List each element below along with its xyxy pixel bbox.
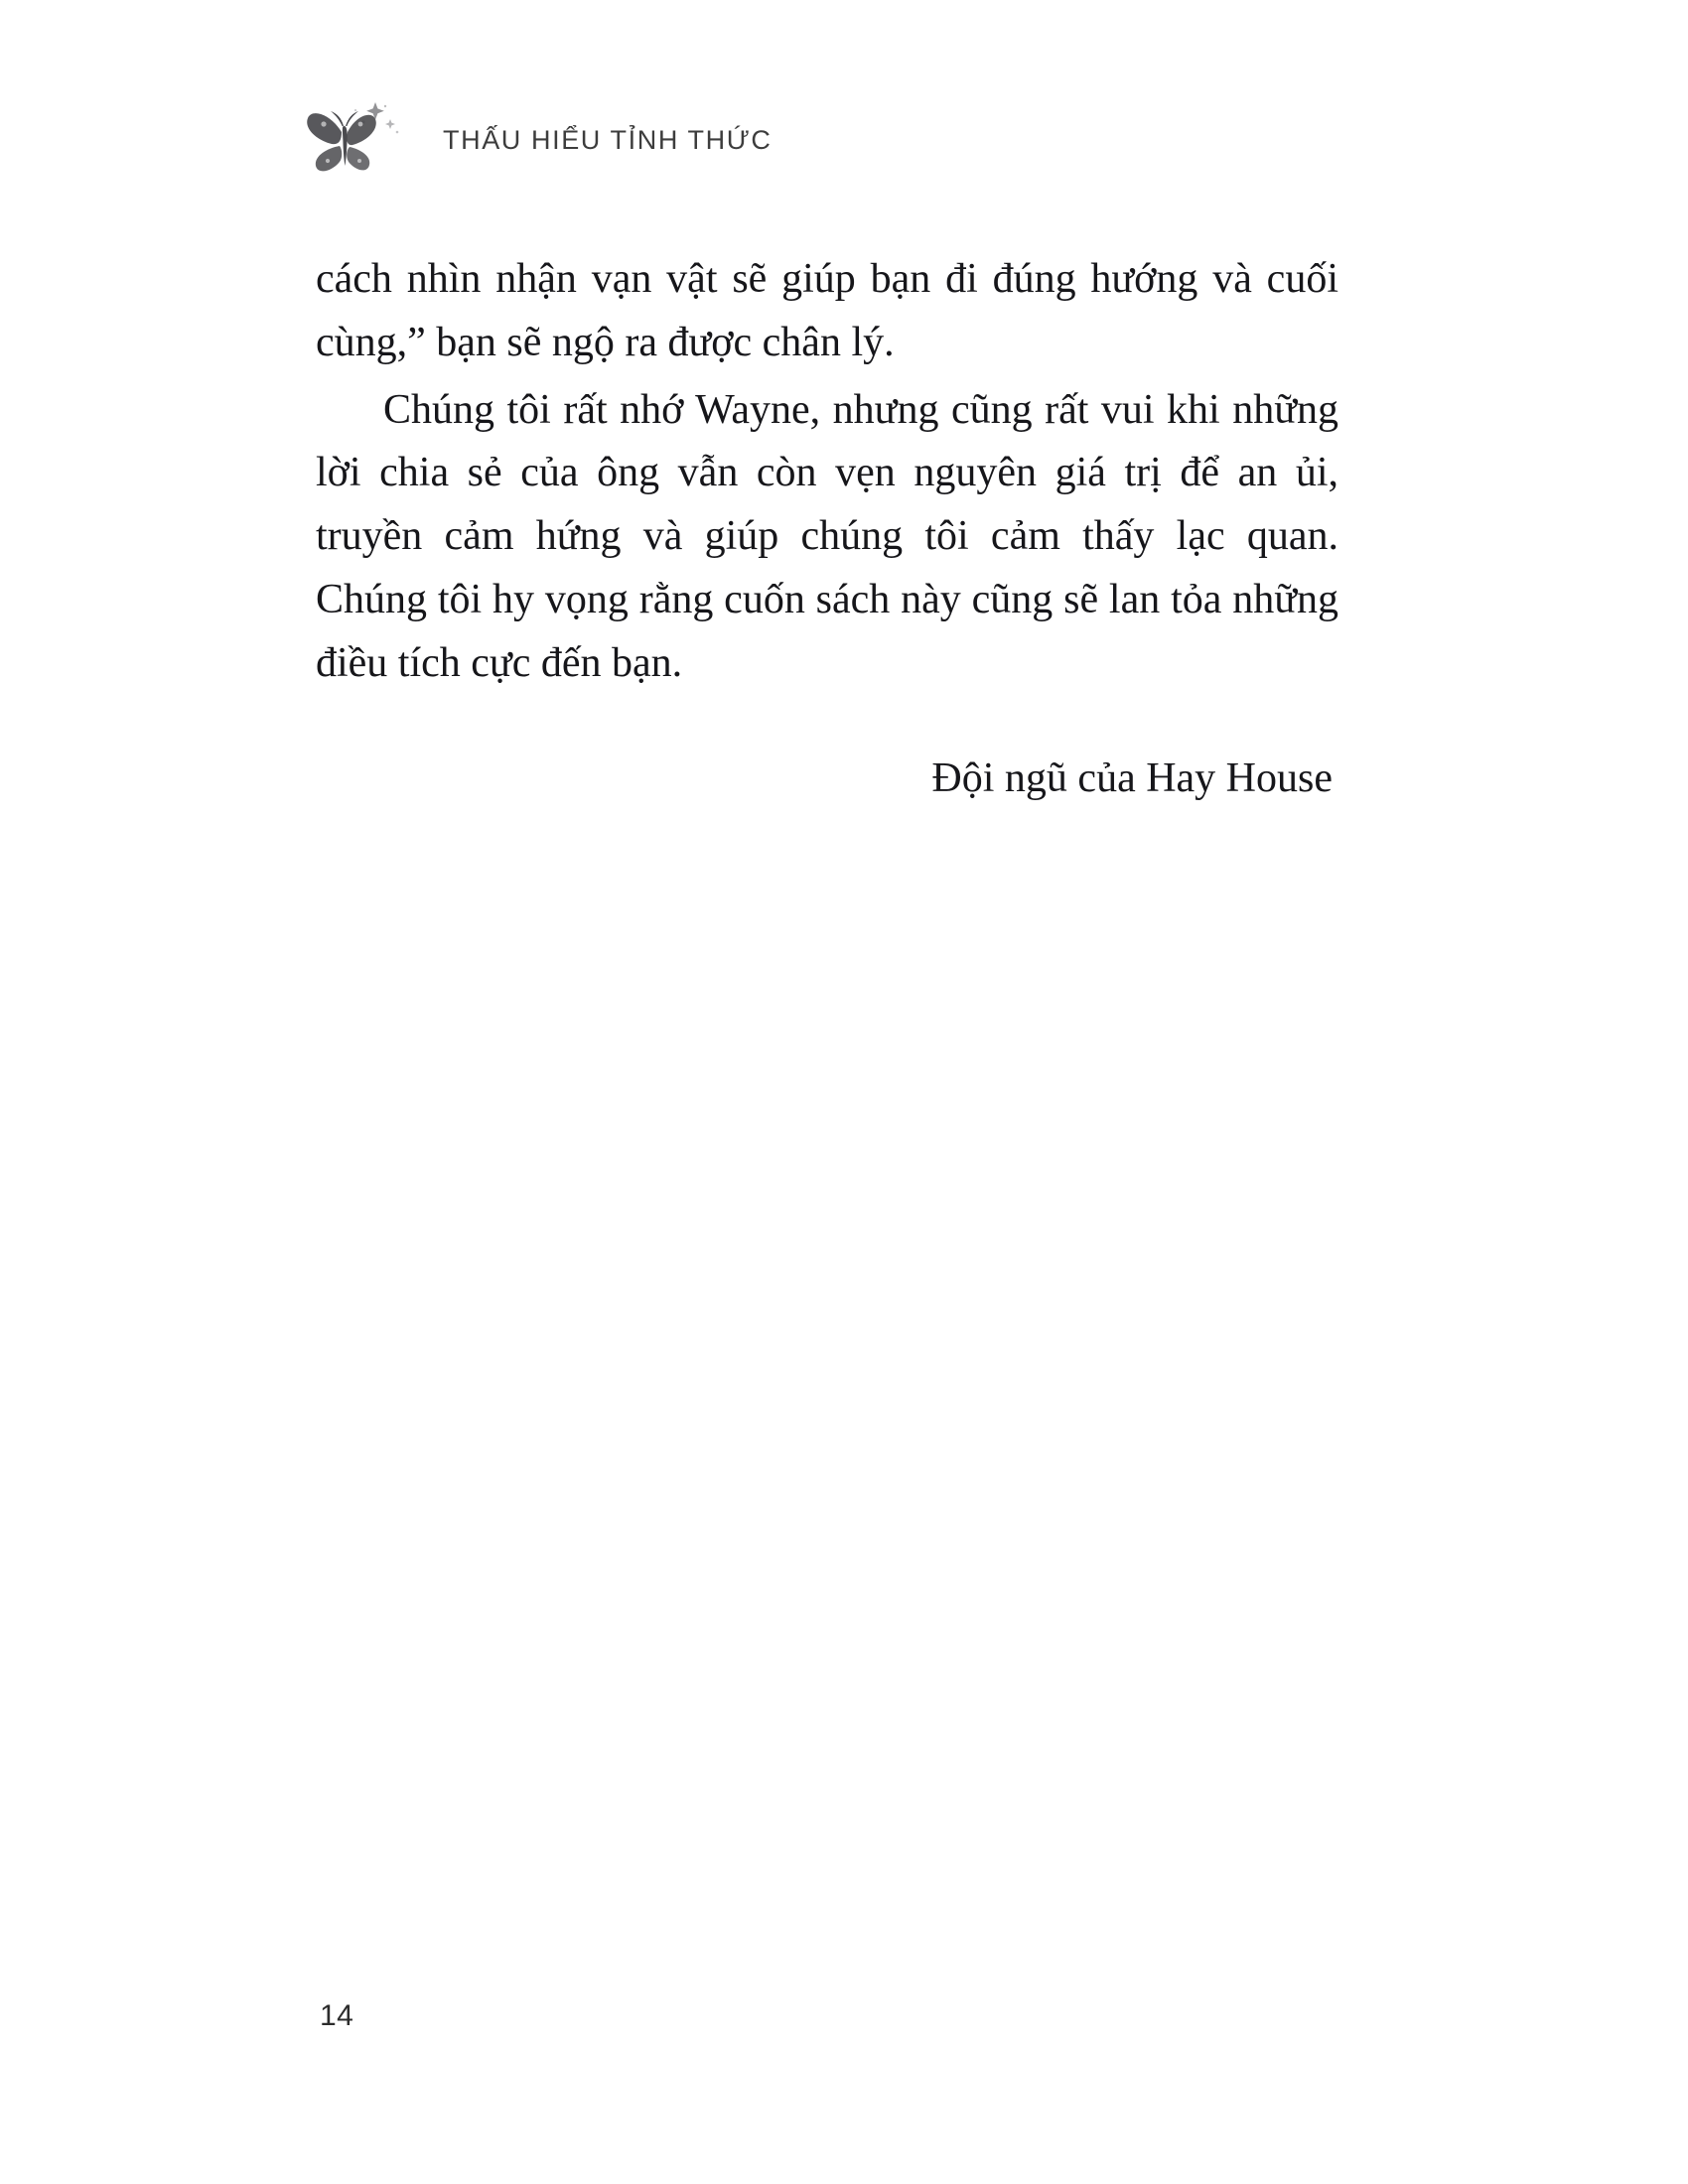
butterfly-ornament-icon bbox=[298, 92, 417, 188]
running-head-title: THẤU HIỂU TỈNH THỨC bbox=[443, 124, 773, 155]
running-head bbox=[298, 95, 1390, 185]
page-number: 14 bbox=[320, 1999, 354, 2032]
paragraph-second: Chúng tôi rất nhớ Wayne, nhưng cũng rất vui khi những lời chia sẻ của ông vẫn còn vẹn nguyên giá trị để an ủi, truyền cảm hứng và giúp chúng tôi cảm thấy lạc quan. Chúng tôi hy vọng rằng cuốn sách này cũng sẽ lan tỏa những điều tích cực đến bạn. bbox=[316, 386, 1338, 686]
paragraph-continued: cách nhìn nhận vạn vật sẽ giúp bạn đi đúng hướng và cuối cùng,” bạn sẽ ngộ ra được chân lý. bbox=[316, 256, 1338, 365]
signature-line: Đội ngũ của Hay House bbox=[931, 754, 1333, 801]
body-text bbox=[316, 248, 1338, 811]
